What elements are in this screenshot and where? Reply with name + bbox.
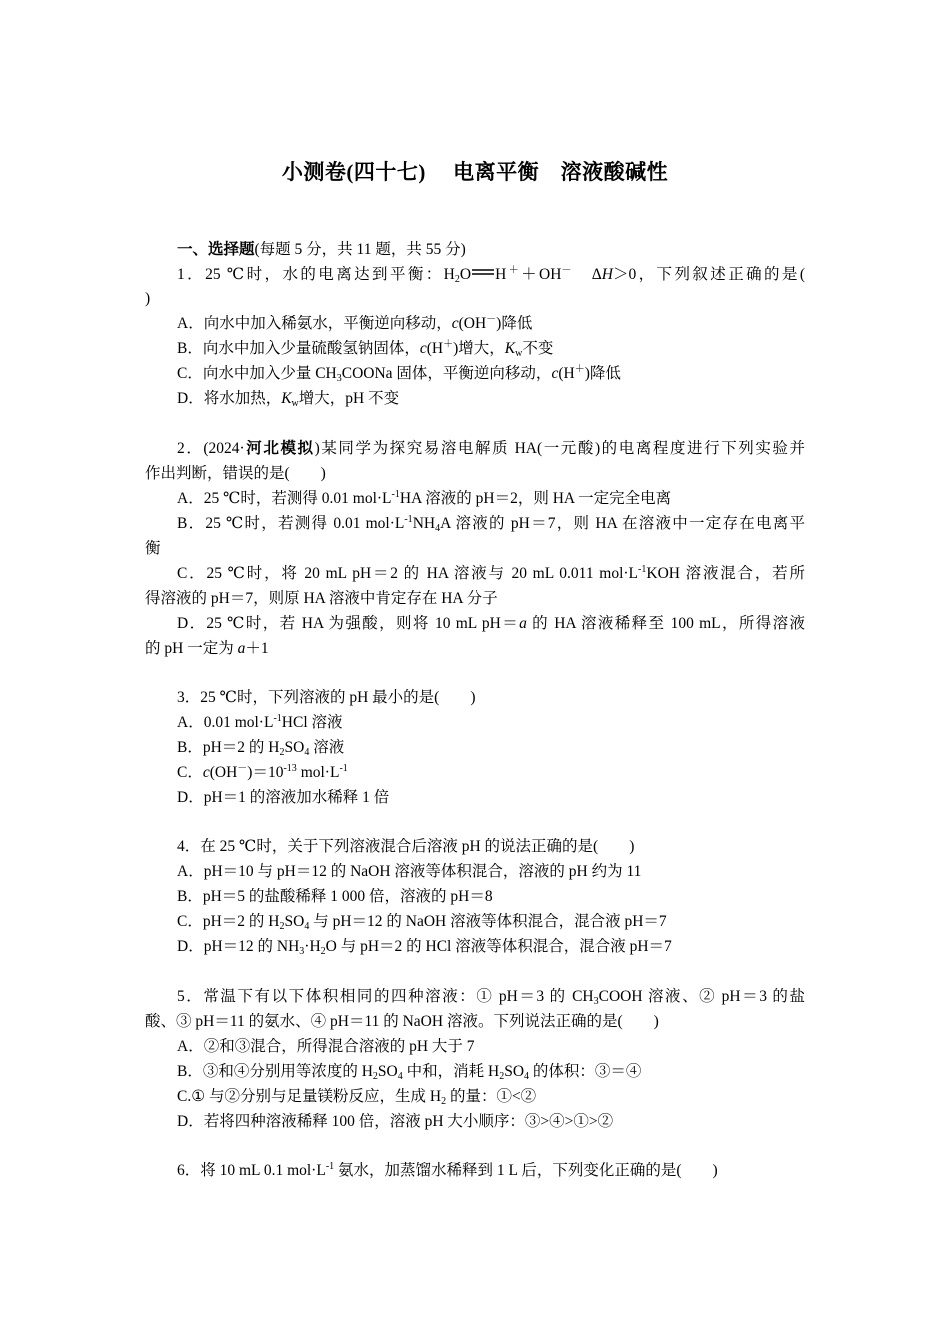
- question-2-stem: 2．(2024·河北模拟)某同学为探究易溶电解质 HA(一元酸)的电离程度进行下列实验并: [177, 440, 805, 457]
- question-3-option-d: D．pH＝1 的溶液加水稀释 1 倍: [177, 789, 390, 806]
- question-1-option-b: B．向水中加入少量硫酸氢钠固体，c(H＋)增大，$K_w$不变: [177, 339, 554, 359]
- question-1-stem-cont: ): [145, 290, 151, 307]
- question-1-stem: 1．25 ℃时，水的电离达到平衡：$H_2O$ H＋＋OH－ ΔH＞0，下列叙述正确的是(: [177, 265, 806, 285]
- question-6-stem: 6．将 10 mL 0.1 $mol\cdot L^{-1}$ 氨水，加蒸馏水稀释到 1 L 后，下列变化正确的是( ): [177, 1161, 718, 1179]
- question-5-stem-cont: 酸、③ pH＝11 的氨水、④ pH＝11 的 NaOH 溶液。下列说法正确的是( ): [145, 1013, 659, 1030]
- question-1-option-c: C．向水中加入少量 $CH_3COONa$ 固体，平衡逆向移动，c(H＋)降低: [177, 364, 621, 384]
- question-2-option-c: C．25 ℃时，将 20 mL pH＝2 的 HA 溶液与 20 mL 0.011 $mol\cdot L^{-1}KOH$ 溶液混合，若所: [177, 564, 805, 582]
- question-2-option-d-cont: 的 pH 一定为 a＋1: [145, 640, 269, 657]
- question-5-option-c: C.① 与②分别与足量镁粉反应，生成 $H_2$ 的量：①<②: [177, 1088, 537, 1107]
- question-5-option-b: B．③和④分别用等浓度的 $H_2SO_4$ 中和，消耗 $H_2SO_4$ 的体积：③＝④: [177, 1063, 642, 1082]
- page-title: 小测卷(四十七) 电离平衡 溶液酸碱性: [281, 160, 669, 184]
- question-3-option-b: B．pH＝2 的 $H_2SO_4$ 溶液: [177, 739, 345, 758]
- question-1-option-d: D．将水加热，$K_w$增大，pH 不变: [177, 390, 400, 409]
- question-3-stem: 3．25 ℃时，下列溶液的 pH 最小的是( ): [177, 689, 476, 706]
- question-2-stem-cont: 作出判断，错误的是( ): [145, 465, 326, 482]
- question-4-option-b: B．pH＝5 的盐酸稀释 1 000 倍，溶液的 pH＝8: [177, 888, 493, 905]
- question-4-option-a: A．pH＝10 与 pH＝12 的 NaOH 溶液等体积混合，溶液的 pH 约为 11: [177, 863, 642, 880]
- question-4-option-c: C．pH＝2 的 $H_2SO_4$ 与 pH＝12 的 NaOH 溶液等体积混合，混合液 pH＝7: [177, 913, 667, 932]
- question-3-option-c: C．$c(OH^-)=10^{-13}$ $mol\cdot L^{-1}$: [177, 763, 348, 781]
- question-2-option-c-cont: 得溶液的 pH＝7，则原 HA 溶液中肯定存在 HA 分子: [145, 590, 498, 607]
- question-2-option-a: A．25 ℃时，若测得 0.01 $mol\cdot L^{-1}HA$ 溶液的 pH＝2，则 HA 一定完全电离: [177, 489, 672, 507]
- section-heading: 一、选择题(每题 5 分，共 11 题，共 55 分): [177, 241, 466, 258]
- question-3-option-a: A．0.01 $mol\cdot L^{-1}HCl$ 溶液: [177, 713, 343, 731]
- question-2-option-d: D．25 ℃时，若 HA 为强酸，则将 10 mL pH＝a 的 HA 溶液稀释至 100 mL，所得溶液: [177, 615, 805, 632]
- question-5-option-a: A．②和③混合，所得混合溶液的 pH 大于 7: [177, 1038, 475, 1055]
- equilibrium-arrow-icon: [472, 267, 494, 277]
- question-2-option-b-cont: 衡: [145, 540, 161, 557]
- question-4-stem: 4．在 25 ℃时，关于下列溶液混合后溶液 pH 的说法正确的是( ): [177, 838, 635, 855]
- question-2-option-b: B．25 ℃时，若测得 0.01 $mol\cdot L^{-1}NH_4A$ 溶液的 pH＝7，则 HA 在溶液中一定存在电离平: [177, 514, 805, 534]
- question-1-option-a: A．向水中加入稀氨水，平衡逆向移动，c(OH－)降低: [177, 314, 533, 332]
- question-5-option-d: D．若将四种溶液稀释 100 倍，溶液 pH 大小顺序：③>④>①>②: [177, 1113, 614, 1130]
- question-5-stem: 5．常温下有以下体积相同的四种溶液：① pH＝3 的 $CH_3COOH$ 溶液、② pH＝3 的盐: [177, 988, 805, 1007]
- question-4-option-d: D．pH＝12 的 $NH_3\cdot H_2O$ 与 pH＝2 的 HCl 溶液等体积混合，混合液 pH＝7: [177, 938, 672, 957]
